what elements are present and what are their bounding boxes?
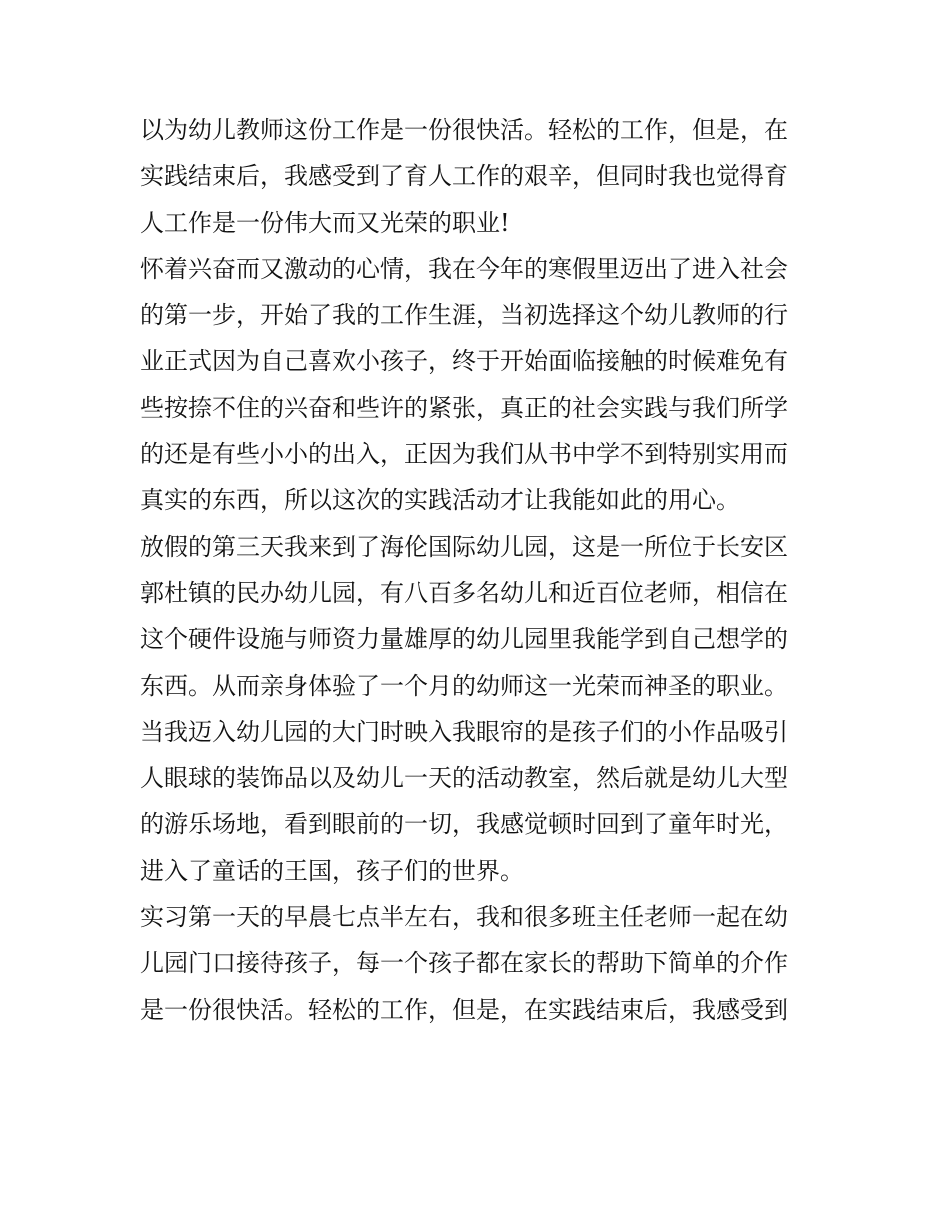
body-text [140,107,820,1033]
text-line: 是一份很快活。轻松的工作，但是，在实践结束后，我感受到 [140,995,788,1024]
text-line: 进入了童话的王国，孩子们的世界。 [140,856,524,885]
text-line: 真实的东西，所以这次的实践活动才让我能如此的用心。 [140,486,740,515]
text-line: 人工作是一份伟大而又光荣的职业! [140,208,510,237]
text-line: 以为幼儿教师这份工作是一份很快活。轻松的工作，但是，在 [140,116,788,144]
text-line: 郭杜镇的民办幼儿园，有八百多名幼儿和近百位老师，相信在 [140,578,788,607]
text-line: 实习第一天的早晨七点半左右，我和很多班主任老师一起在幼 [140,903,788,932]
text-line: 怀着兴奋而又激动的心情，我在今年的寒假里迈出了进入社会 [140,254,788,283]
text-line: 东西。从而亲身体验了一个月的幼师这一光荣而神圣的职业。 [140,671,788,700]
text-line: 当我迈入幼儿园的大门时映入我眼帘的是孩子们的小作品吸引 [140,717,788,746]
text-line: 的还是有些小小的出入，正因为我们从书中学不到特别实用而 [140,440,788,469]
text-line: 放假的第三天我来到了海伦国际幼儿园，这是一所位于长安区 [140,532,788,561]
text-line: 些按捺不住的兴奋和些许的紧张，真正的社会实践与我们所学 [140,393,788,422]
text-line: 业正式因为自己喜欢小孩子，终于开始面临接触的时候难免有 [140,347,788,376]
text-line: 的游乐场地，看到眼前的一切，我感觉顿时回到了童年时光， [140,810,788,839]
text-line: 的第一步，开始了我的工作生涯，当初选择这个幼儿教师的行 [140,301,788,330]
text-line: 人眼球的装饰品以及幼儿一天的活动教室，然后就是幼儿大型 [140,764,788,793]
text-line: 实践结束后，我感受到了育人工作的艰辛，但同时我也觉得育 [140,162,788,191]
text-line: 这个硬件设施与师资力量雄厚的幼儿园里我能学到自己想学的 [140,625,788,654]
text-line: 儿园门口接待孩子，每一个孩子都在家长的帮助下简单的介作 [140,949,788,978]
